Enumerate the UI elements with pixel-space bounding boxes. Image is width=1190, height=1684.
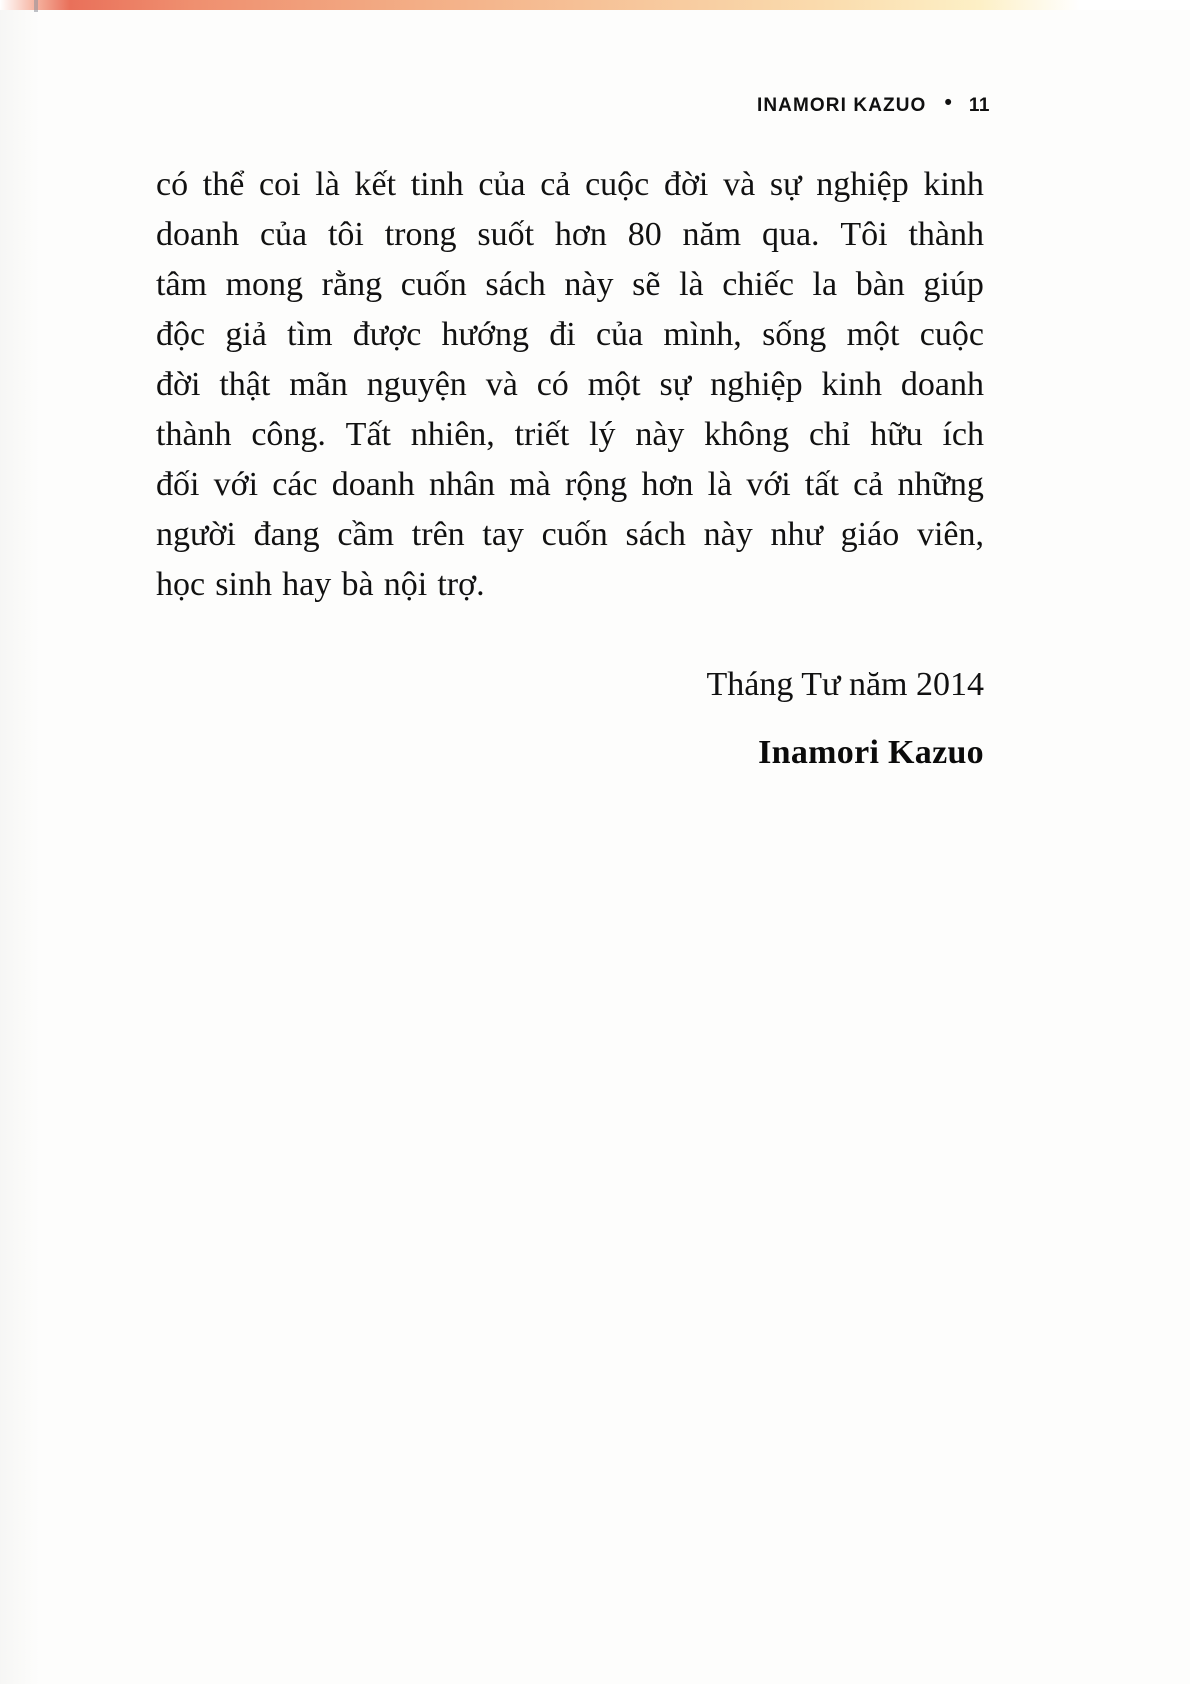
body-line — [156, 510, 984, 560]
body-word: chỉ — [808, 416, 851, 453]
body-word: công. — [251, 416, 326, 453]
body-word: cầm — [337, 516, 395, 553]
body-word: một — [587, 366, 641, 403]
body-word: suốt — [477, 216, 535, 253]
body-word: bà — [341, 566, 374, 603]
body-word: tôi — [327, 216, 364, 253]
body-word: người — [156, 516, 236, 553]
body-word: cả — [540, 166, 571, 203]
page-number: 11 — [968, 95, 990, 116]
body-word: kinh — [923, 166, 984, 203]
body-word: sự — [769, 166, 802, 203]
body-word: học — [156, 566, 206, 603]
body-word: năm — [682, 216, 742, 253]
body-word: doanh — [156, 216, 240, 253]
body-word: sách — [485, 266, 546, 303]
body-word: đời — [156, 366, 201, 403]
body-word: nghiệp — [710, 366, 803, 403]
body-word: kết — [354, 166, 397, 203]
body-word: hướng — [441, 316, 529, 353]
body-word: các — [272, 466, 318, 503]
body-word: cuộc — [919, 316, 984, 353]
body-word: nội — [383, 566, 428, 603]
body-word: có — [156, 166, 189, 203]
body-line — [156, 360, 984, 410]
body-word: như — [770, 516, 823, 553]
body-word: hay — [282, 566, 332, 603]
body-word: nghiệp — [816, 166, 909, 203]
body-word: là — [315, 166, 340, 203]
body-word: hơn — [641, 466, 694, 503]
body-word: sẽ — [632, 266, 661, 303]
author-signature: Inamori Kazuo — [758, 734, 984, 771]
body-word: là — [707, 466, 733, 503]
body-word: viên, — [916, 516, 984, 553]
closing-date: Tháng Tư năm 2014 — [706, 666, 984, 703]
body-word: sinh — [215, 566, 272, 603]
body-word: nguyện — [366, 366, 467, 403]
body-word: cuốn — [400, 266, 467, 303]
body-word: la — [812, 266, 838, 303]
body-word: độc — [156, 316, 206, 353]
body-word: Tôi — [840, 216, 888, 253]
body-word: thành — [156, 416, 232, 453]
scan-edge-shadow-mark — [34, 0, 38, 12]
body-word: với — [213, 466, 259, 503]
body-word: bàn — [855, 266, 905, 303]
body-word: nhân — [428, 466, 496, 503]
body-paragraph — [156, 160, 984, 610]
body-word: giả — [225, 316, 267, 353]
body-word: tâm — [156, 266, 207, 303]
body-word: qua. — [761, 216, 820, 253]
body-word: có — [536, 366, 569, 403]
body-word: doanh — [331, 466, 415, 503]
body-word: là — [679, 266, 704, 303]
body-word: cuộc — [585, 166, 650, 203]
body-word: rộng — [564, 466, 628, 503]
body-word: đi — [549, 316, 576, 353]
body-word: ích — [942, 416, 984, 453]
body-word: mãn — [289, 366, 348, 403]
body-line — [156, 210, 984, 260]
body-word: cuốn — [541, 516, 608, 553]
body-word: cả — [853, 466, 884, 503]
body-word: thật — [219, 366, 271, 403]
body-word: đời — [663, 166, 709, 203]
body-word: của — [259, 216, 308, 253]
body-word: lý — [589, 416, 616, 453]
body-word: doanh — [900, 366, 984, 403]
bullet-separator-icon: • — [944, 91, 953, 114]
body-word: chiếc — [722, 266, 794, 303]
body-word: tìm — [287, 316, 333, 353]
body-word: rằng — [321, 266, 383, 303]
body-word: sách — [625, 516, 686, 553]
body-line — [156, 410, 984, 460]
body-word: đang — [253, 516, 320, 553]
body-word: và — [485, 366, 518, 403]
body-line — [156, 460, 984, 510]
body-word: với — [746, 466, 791, 503]
body-word: thể — [202, 166, 245, 203]
page-left-edge-shading — [0, 0, 40, 1684]
body-word: mong — [225, 266, 304, 303]
body-word: giúp — [923, 266, 984, 303]
running-head-author: INAMORI KAZUO — [756, 95, 927, 116]
body-word: của — [595, 316, 644, 353]
body-line — [156, 260, 984, 310]
body-word: thành — [908, 216, 984, 253]
body-word: trợ. — [437, 566, 485, 603]
body-word: của — [478, 166, 526, 203]
body-word: trong — [384, 216, 457, 253]
body-word: đối — [156, 466, 200, 503]
running-head — [150, 92, 990, 117]
body-word: giáo — [840, 516, 900, 553]
body-word: mà — [509, 466, 551, 503]
body-word: tay — [482, 516, 524, 553]
body-word: và — [723, 166, 756, 203]
body-word: này — [564, 266, 614, 303]
body-word: trên — [411, 516, 465, 553]
body-word: hữu — [870, 416, 923, 453]
body-word: kinh — [821, 366, 882, 403]
body-line — [156, 160, 984, 210]
body-word: tinh — [410, 166, 464, 203]
body-word: coi — [259, 166, 301, 203]
body-word: một — [846, 316, 900, 353]
body-word: Tất — [345, 416, 391, 453]
scan-edge-color-strip — [0, 0, 1190, 10]
body-word: 80 — [627, 216, 662, 253]
body-word: nhiên, — [410, 416, 495, 453]
body-word: mình, — [663, 316, 742, 353]
body-word: sự — [659, 366, 692, 403]
body-word: này — [635, 416, 685, 453]
body-word: hơn — [554, 216, 607, 253]
body-word: này — [703, 516, 753, 553]
body-word: được — [352, 316, 422, 353]
body-word: triết — [514, 416, 570, 453]
body-word: những — [897, 466, 984, 503]
body-word: sống — [762, 316, 827, 353]
body-line — [156, 310, 984, 360]
body-line — [156, 560, 984, 610]
body-word: không — [704, 416, 790, 453]
body-word: tất — [804, 466, 839, 503]
